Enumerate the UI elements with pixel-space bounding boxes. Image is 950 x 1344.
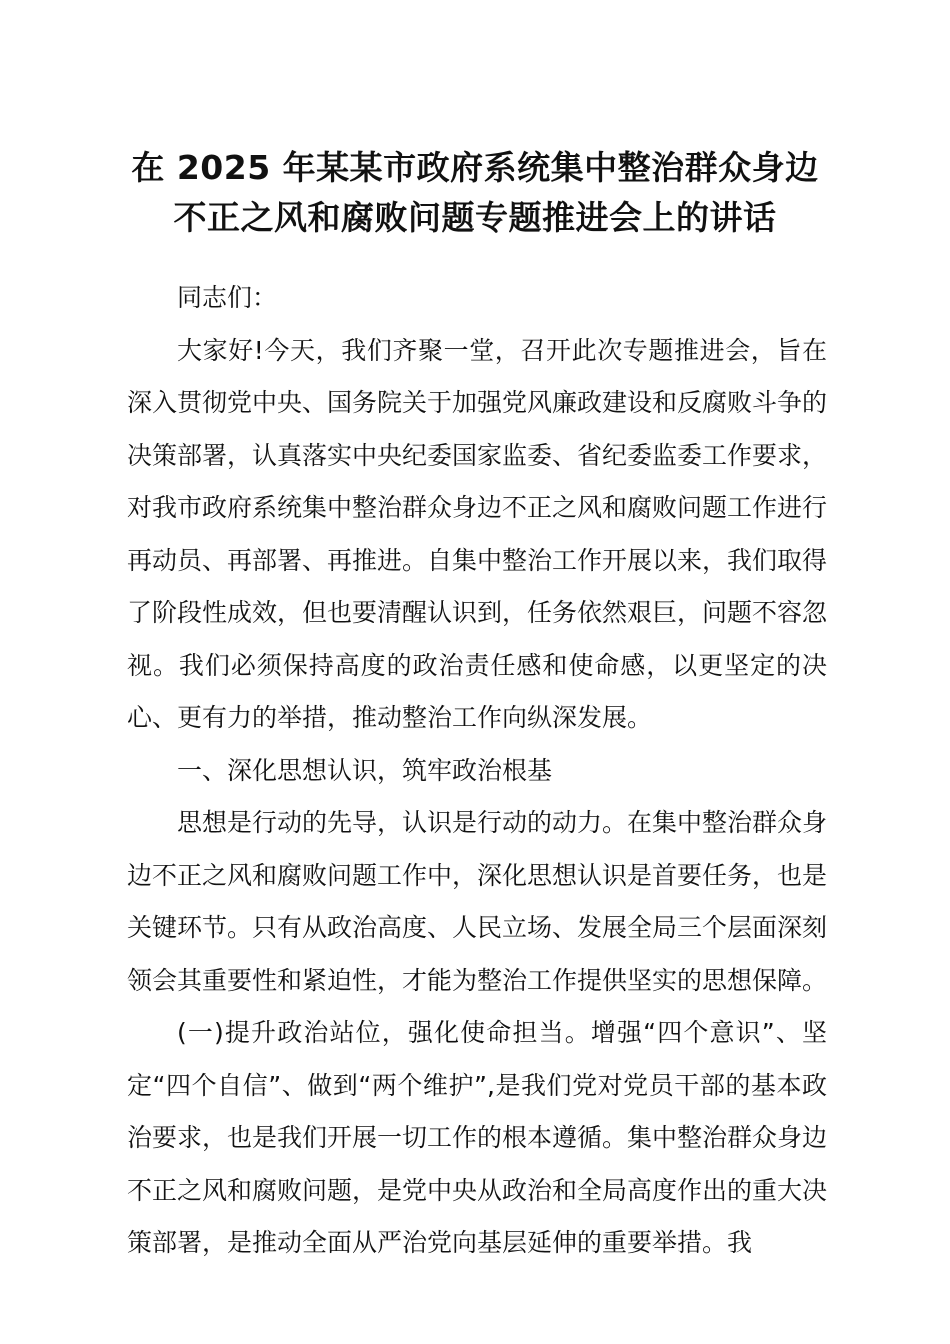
paragraph-opening: 大家好!今天，我们齐聚一堂，召开此次专题推进会，旨在深入贯彻党中央、国务院关于加强党风廉政建设和反腐败斗争的决策部署，认真落实中央纪委国家监委、省纪委监委工作要求，对我市政府系统集中整治群众身边不正之风和腐败问题工作进行再动员、再部署、再推进。自集中整治工作开展以来，我们取得了阶段性成效，但也要清醒认识到，任务依然艰巨，问题不容忽视。我们必须保持高度的政治责任感和使命感，以更坚定的决心、更有力的举措，推动整治工作向纵深发展。 (127, 335, 828, 732)
document-title-line-2: 不正之风和腐败问题专题推进会上的讲话 (173, 198, 777, 237)
section-heading-1: 一、深化思想认识，筑牢政治根基 (177, 755, 553, 785)
document-body (127, 272, 827, 1270)
greeting: 同志们： (177, 283, 278, 312)
document-title-line-1: 在 2025 年某某市政府系统集中整治群众身边 (131, 148, 819, 187)
paragraph-section-1-intro: 思想是行动的先导，认识是行动的动力。在集中整治群众身边不正之风和腐败问题工作中，深化思想认识是首要任务，也是关键环节。只有从政治高度、人民立场、发展全局三个层面深刻领会其重要性和紧迫性，才能为整治工作提供坚实的思想保障。 (127, 808, 828, 995)
paragraph-subsection-1: (一)提升政治站位，强化使命担当。增强“四个意识”、坚定“四个自信”、做到“两个维护”,是我们党对党员干部的基本政治要求，也是我们开展一切工作的根本遵循。集中整治群众身边不正之风和腐败问题，是党中央从政治和全局高度作出的重大决策部署，是推动全面从严治党向基层延伸的重要举措。我 (127, 1018, 828, 1257)
